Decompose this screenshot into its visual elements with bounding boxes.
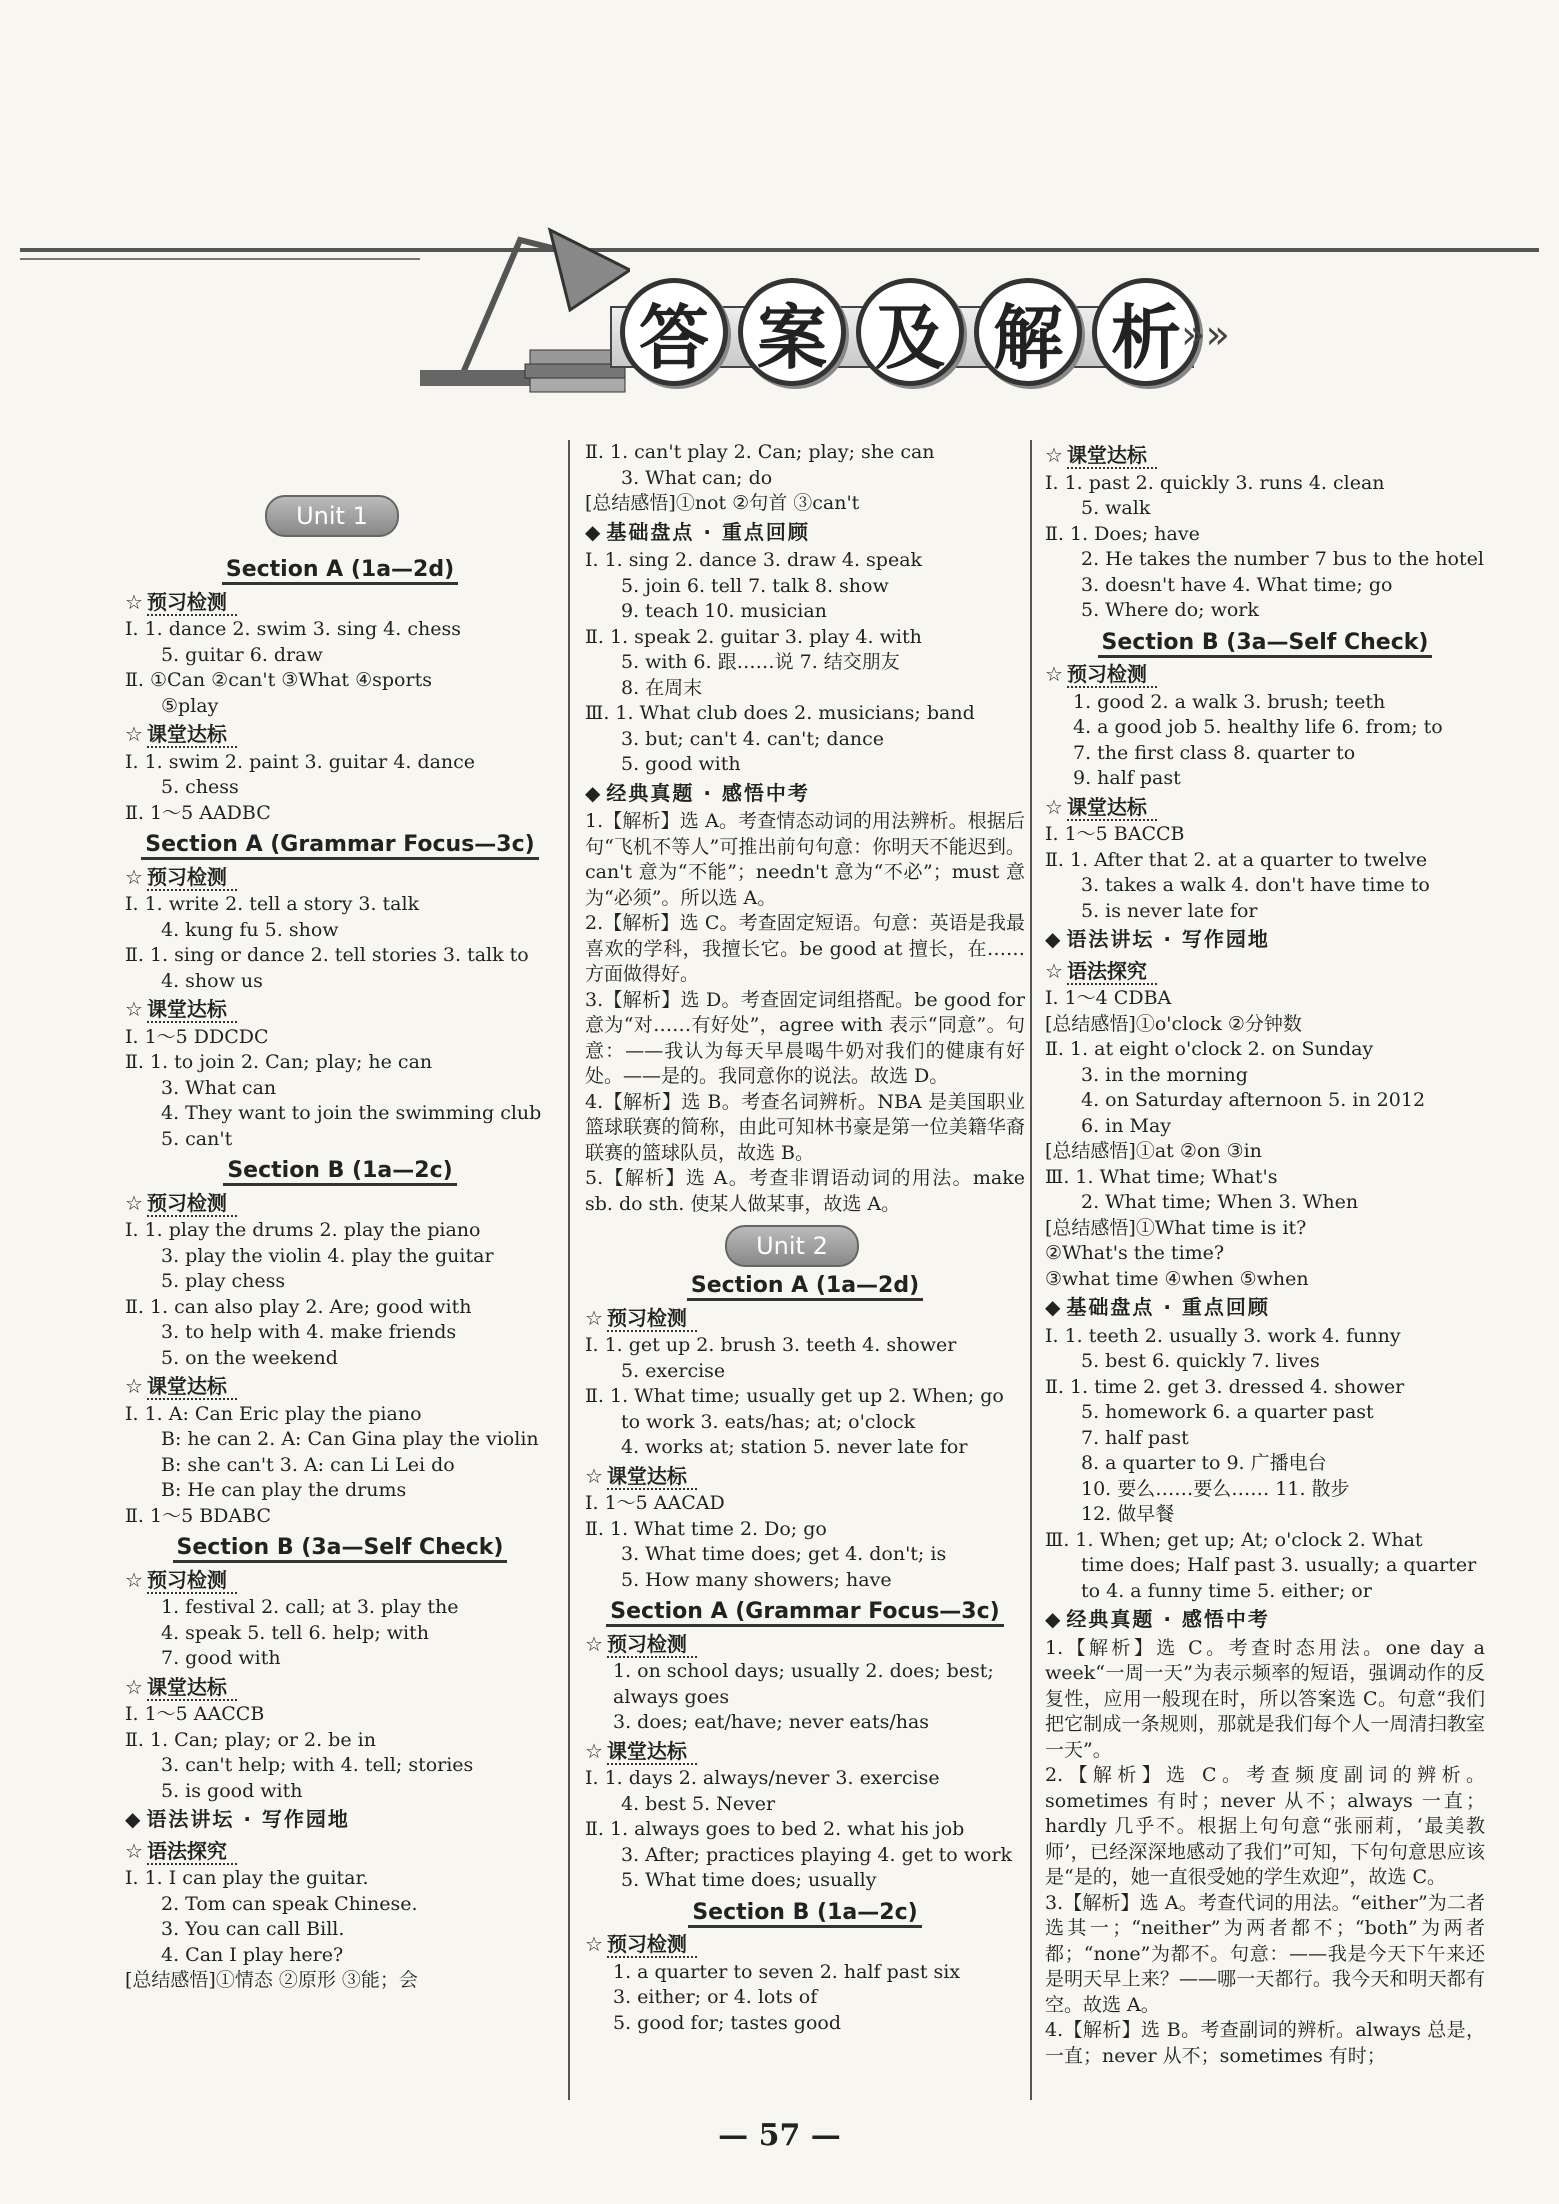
answer-line: 5. join 6. tell 7. talk 8. show xyxy=(621,574,889,597)
column-1 xyxy=(125,440,555,1994)
answer-line: 8. a quarter to 9. 广播电台 xyxy=(1081,1452,1327,1474)
star-icon: ☆ xyxy=(1045,794,1063,819)
explanation-paragraph: 1.【解析】选 C。考查时态用法。one day a week“一周一天”为表示频率的短语，强调动作的反复性，应用一般现在时，所以答案选 C。句意“我们把它制成一条规则，那就是我们每个人一周清扫教室一天”。 xyxy=(1045,1636,1485,1761)
star-icon: ☆ xyxy=(585,1738,603,1763)
answer-line: Ⅱ. 1. What time; usually get up 2. When; go xyxy=(585,1385,1004,1407)
answer-line: Ⅰ. 1. A: Can Eric play the piano xyxy=(125,1402,422,1425)
tag-grammar-explore: ☆ 语法探究 xyxy=(125,1839,237,1865)
star-icon: ☆ xyxy=(125,1674,143,1699)
explanation-paragraph: 4.【解析】选 B。考查名词辨析。NBA 是美国职业篮球联赛的简称，由此可知林书豪是第一位美籍华裔联赛的篮球队员，故选 B。 xyxy=(585,1090,1025,1164)
tag-class-goal: ☆ 课堂达标 xyxy=(125,1374,237,1400)
answer-line: 1. a quarter to seven 2. half past six xyxy=(613,1960,961,1983)
answer-line: 4. a good job 5. healthy life 6. from; to xyxy=(1073,716,1443,738)
answer-line: 3. but; can't 4. can't; dance xyxy=(621,727,885,750)
star-icon: ☆ xyxy=(125,864,143,889)
answer-line: Ⅱ. 1. can't play 2. Can; play; she can xyxy=(585,441,935,463)
answer-line: 4. kung fu 5. show xyxy=(161,918,339,941)
answer-line: 3. to help with 4. make friends xyxy=(161,1321,457,1343)
star-icon: ☆ xyxy=(125,1838,143,1863)
answer-line: [总结感悟]①情态 ②原形 ③能；会 xyxy=(125,1969,418,1991)
answer-line: 3. What can; do xyxy=(621,466,773,489)
answer-line: 10. 要么……要么…… 11. 散步 xyxy=(1081,1477,1350,1500)
answer-line: 5. good for; tastes good xyxy=(613,2011,841,2034)
answer-line: Ⅱ. 1. to join 2. Can; play; he can xyxy=(125,1051,433,1073)
answer-line: 5. can't xyxy=(161,1127,233,1150)
answer-line: ⑤play xyxy=(161,694,219,717)
column-3 xyxy=(1045,440,1485,2069)
answer-line: 5. What time does; usually xyxy=(621,1869,877,1891)
band-basics-review: ◆ 基础盘点 · 重点回顾 xyxy=(585,519,810,544)
answer-line: ③what time ④when ⑤when xyxy=(1045,1267,1309,1290)
section-heading: Section B (3a—Self Check) xyxy=(125,1535,555,1561)
answer-line: Ⅰ. 1. past 2. quickly 3. runs 4. clean xyxy=(1045,471,1385,494)
answer-line: 3. takes a walk 4. don't have time to xyxy=(1081,874,1430,896)
answer-line: 3. You can call Bill. xyxy=(161,1918,345,1940)
section-heading: Section B (1a—2c) xyxy=(585,1900,1025,1926)
answer-line: Ⅰ. 1. dance 2. swim 3. sing 4. chess xyxy=(125,618,461,640)
answer-line: 4. works at; station 5. never late for xyxy=(621,1436,968,1458)
explanation-paragraph: 4.【解析】选 B。考查副词的辨析。always 总是，一直；never 从不；sometimes 有时； xyxy=(1045,2019,1485,2067)
answer-line: 3. does; eat/have; never eats/has xyxy=(613,1711,930,1733)
star-icon: ☆ xyxy=(125,589,143,614)
answer-line: 5. homework 6. a quarter past xyxy=(1081,1401,1374,1423)
answer-line: 4. show us xyxy=(161,969,263,992)
tag-class-goal: ☆ 课堂达标 xyxy=(585,1464,697,1490)
section-heading: Section B (3a—Self Check) xyxy=(1045,630,1485,656)
answer-line: Ⅰ. 1. write 2. tell a story 3. talk xyxy=(125,893,420,915)
answer-line: Ⅰ. 1. I can play the guitar. xyxy=(125,1867,369,1889)
section-heading: Section A (1a—2d) xyxy=(585,1273,1025,1299)
answer-line: Ⅱ. 1～5 AADBC xyxy=(125,801,271,824)
answer-line: 3. can't help; with 4. tell; stories xyxy=(161,1754,474,1776)
answer-line: Ⅰ. 1. get up 2. brush 3. teeth 4. shower xyxy=(585,1334,957,1356)
star-icon: ☆ xyxy=(585,1463,603,1488)
answer-line: to 4. a funny time 5. either; or xyxy=(1081,1579,1372,1602)
answer-line: 7. half past xyxy=(1081,1426,1189,1449)
band-grammar-writing: ◆ 语法讲坛 · 写作园地 xyxy=(1045,927,1270,951)
answer-line: ②What's the time? xyxy=(1045,1242,1225,1264)
tag-class-goal: ☆ 课堂达标 xyxy=(125,1675,237,1701)
tag-preview-check: ☆ 预习检测 xyxy=(125,865,237,891)
answer-line: Ⅲ. 1. What time; What's xyxy=(1045,1165,1278,1188)
answer-line: to work 3. eats/has; at; o'clock xyxy=(621,1410,916,1433)
answer-line: Ⅰ. 1～4 CDBA xyxy=(1045,987,1172,1009)
answer-line: 9. teach 10. musician xyxy=(621,600,827,622)
answer-line: 3. After; practices playing 4. get to work xyxy=(621,1843,1013,1866)
band-classic-exams: ◆ 经典真题 · 感悟中考 xyxy=(1045,1607,1270,1631)
column-2 xyxy=(585,440,1025,2036)
star-icon: ☆ xyxy=(125,1567,143,1592)
answer-line: Ⅱ. 1～5 BDABC xyxy=(125,1504,271,1527)
answer-line: 5. Where do; work xyxy=(1081,599,1259,621)
answer-line: Ⅱ. 1. After that 2. at a quarter to twelve xyxy=(1045,848,1428,871)
answer-line: Ⅲ. 1. What club does 2. musicians; band xyxy=(585,702,975,724)
answer-line: 5. good with xyxy=(621,753,741,775)
answer-line: Ⅱ. 1. sing or dance 2. tell stories 3. talk to xyxy=(125,944,529,966)
title-char: 答 xyxy=(620,278,728,386)
diamond-icon: ◆ xyxy=(585,519,603,544)
answer-line: [总结感悟]①o'clock ②分钟数 xyxy=(1045,1012,1302,1035)
title-char: 及 xyxy=(856,278,964,386)
answer-line: Ⅰ. 1～5 BACCB xyxy=(1045,823,1185,845)
tag-preview-check: ☆ 预习检测 xyxy=(585,1632,697,1658)
answer-line: 4. They want to join the swimming club xyxy=(161,1102,542,1124)
column-divider xyxy=(568,440,570,2100)
explanation-paragraph: 3.【解析】选 D。考查固定词组搭配。be good for 意为“对……有好处”，agree with 表示“同意”。句意：——我认为每天早晨喝牛奶对我们的健康有好处。——是的。我同意你的说法。故选 D。 xyxy=(585,988,1025,1087)
band-classic-exams: ◆ 经典真题 · 感悟中考 xyxy=(585,780,810,805)
tag-preview-check: ☆ 预习检测 xyxy=(125,1191,237,1217)
answer-line: always goes xyxy=(613,1685,730,1708)
answer-line: Ⅱ. 1. always goes to bed 2. what his job xyxy=(585,1818,965,1840)
answer-line: Ⅰ. 1. swim 2. paint 3. guitar 4. dance xyxy=(125,750,476,773)
diamond-icon: ◆ xyxy=(1045,927,1063,951)
tag-class-goal: ☆ 课堂达标 xyxy=(125,997,237,1023)
answer-line: 5. is good with xyxy=(161,1779,303,1802)
section-heading: Section A (Grammar Focus—3c) xyxy=(585,1599,1025,1625)
tag-class-goal: ☆ 课堂达标 xyxy=(1045,795,1157,821)
answer-line: 7. the first class 8. quarter to xyxy=(1073,741,1356,764)
answer-line: 5. chess xyxy=(161,776,239,798)
desk-lamp-illustration xyxy=(400,200,630,400)
answer-line: Ⅱ. 1. at eight o'clock 2. on Sunday xyxy=(1045,1038,1374,1060)
answer-line: time does; Half past 3. usually; a quarter xyxy=(1081,1554,1477,1576)
answer-line: Ⅱ. 1. What time 2. Do; go xyxy=(585,1517,827,1540)
answer-line: 3. play the violin 4. play the guitar xyxy=(161,1244,494,1267)
star-icon: ☆ xyxy=(125,997,143,1021)
top-rule xyxy=(20,248,1539,252)
answer-line: 5. is never late for xyxy=(1081,899,1258,922)
tag-class-goal: ☆ 课堂达标 xyxy=(1045,443,1157,469)
tag-preview-check: ☆ 预习检测 xyxy=(125,590,237,616)
explanation-paragraph: 2.【解析】选 C。考查频度副词的辨析。sometimes 有时；never 从不；always 一直；hardly 几乎不。根据上句句意“张丽莉，‘最美教师’，已经深深地感动了我们”可知，下句句意思应该是“是的，她一直很受她的学生欢迎”，故选 C。 xyxy=(1045,1764,1485,1888)
diamond-icon: ◆ xyxy=(585,780,603,805)
star-icon: ☆ xyxy=(585,1631,603,1656)
explanation-paragraph: 3.【解析】选 A。考查代词的用法。“either”为二者选其一；“neither”为两者都不；“both”为两者都；“none”为都不。句意：——我是今天下午来还是明天早上来？——哪一天都行。我今天和明天都有空。故选 A。 xyxy=(1045,1891,1485,2016)
answer-line: Ⅱ. 1. Can; play; or 2. be in xyxy=(125,1728,376,1751)
answer-line: B: He can play the drums xyxy=(161,1479,407,1501)
star-icon: ☆ xyxy=(585,1932,603,1956)
answer-line: 2. He takes the number 7 bus to the hotel xyxy=(1081,548,1484,570)
star-icon: ☆ xyxy=(1045,958,1063,983)
answer-line: 4. speak 5. tell 6. help; with xyxy=(161,1621,429,1644)
tag-preview-check: ☆ 预习检测 xyxy=(125,1568,237,1594)
answer-line: 5. How many showers; have xyxy=(621,1568,892,1591)
answer-line: Ⅰ. 1. days 2. always/never 3. exercise xyxy=(585,1767,940,1789)
title-banner xyxy=(610,268,1230,388)
explanation-paragraph: 5.【解析】选 A。考查非谓语动词的用法。make sb. do sth. 使某人做某事，故选 A。 xyxy=(585,1167,1025,1215)
answer-line: 1. on school days; usually 2. does; best; xyxy=(613,1660,994,1682)
answer-line: 3. What time does; get 4. don't; is xyxy=(621,1543,947,1565)
answer-line: 3. doesn't have 4. What time; go xyxy=(1081,573,1393,596)
diamond-icon: ◆ xyxy=(1045,1295,1063,1319)
answer-line: 9. half past xyxy=(1073,767,1181,789)
answer-line: Ⅱ. 1. time 2. get 3. dressed 4. shower xyxy=(1045,1375,1405,1398)
tag-preview-check: ☆ 预习检测 xyxy=(585,1932,697,1958)
unit-badge: Unit 2 xyxy=(725,1225,859,1267)
star-icon: ☆ xyxy=(1045,443,1063,467)
answer-line: 5. walk xyxy=(1081,497,1151,519)
answer-line: Ⅱ. 1. Does; have xyxy=(1045,522,1200,545)
band-basics-review: ◆ 基础盘点 · 重点回顾 xyxy=(1045,1295,1270,1319)
answer-line: 5. exercise xyxy=(621,1359,726,1382)
star-icon: ☆ xyxy=(125,1190,143,1215)
star-icon: ☆ xyxy=(125,1374,143,1398)
tag-preview-check: ☆ 预习检测 xyxy=(585,1306,697,1332)
answer-line: 8. 在周末 xyxy=(621,676,703,699)
answer-line: 5. on the weekend xyxy=(161,1346,338,1369)
answer-line: 2. What time; When 3. When xyxy=(1081,1191,1359,1213)
answer-line: Ⅰ. 1. teeth 2. usually 3. work 4. funny xyxy=(1045,1324,1401,1347)
answer-line: [总结感悟]①not ②句首 ③can't xyxy=(585,492,860,514)
answer-line: 1. good 2. a walk 3. brush; teeth xyxy=(1073,690,1386,713)
column-divider xyxy=(1030,440,1032,2100)
section-heading: Section A (1a—2d) xyxy=(125,557,555,583)
section-heading: Section A (Grammar Focus—3c) xyxy=(125,832,555,858)
answer-line: B: she can't 3. A: can Li Lei do xyxy=(161,1453,455,1476)
answer-line: 1. festival 2. call; at 3. play the xyxy=(161,1596,459,1618)
answer-line: 5. best 6. quickly 7. lives xyxy=(1081,1350,1320,1372)
answer-line: Ⅰ. 1～5 DDCDC xyxy=(125,1025,269,1048)
answer-line: Ⅰ. 1～5 AACCB xyxy=(125,1703,265,1725)
diamond-icon: ◆ xyxy=(125,1807,143,1831)
tag-class-goal: ☆ 课堂达标 xyxy=(585,1739,697,1765)
answer-line: [总结感悟]①at ②on ③in xyxy=(1045,1140,1262,1162)
answer-line: 7. good with xyxy=(161,1647,281,1669)
answer-line: Ⅱ. 1. can also play 2. Are; good with xyxy=(125,1295,472,1318)
answer-line: 5. play chess xyxy=(161,1270,286,1292)
answer-line: 5. with 6. 跟……说 7. 结交朋友 xyxy=(621,651,900,673)
section-heading: Section B (1a—2c) xyxy=(125,1158,555,1184)
unit-badge: Unit 1 xyxy=(265,495,399,537)
title-char: 析 xyxy=(1092,278,1200,386)
answer-line: 3. either; or 4. lots of xyxy=(613,1986,818,2008)
answer-line: 4. on Saturday afternoon 5. in 2012 xyxy=(1081,1089,1426,1111)
answer-line: Ⅲ. 1. When; get up; At; o'clock 2. What xyxy=(1045,1528,1423,1551)
band-grammar-writing: ◆ 语法讲坛 · 写作园地 xyxy=(125,1807,350,1831)
answer-line: Ⅰ. 1～5 AACAD xyxy=(585,1492,725,1514)
answer-line: 6. in May xyxy=(1081,1114,1172,1137)
tag-class-goal: ☆ 课堂达标 xyxy=(125,722,237,748)
page-number: — 57 — xyxy=(718,2118,841,2153)
answer-line: 3. in the morning xyxy=(1081,1063,1248,1086)
answer-line: B: he can 2. A: Can Gina play the violin xyxy=(161,1428,539,1450)
answer-line: Ⅰ. 1. play the drums 2. play the piano xyxy=(125,1219,481,1241)
answer-line: Ⅰ. 1. sing 2. dance 3. draw 4. speak xyxy=(585,549,923,571)
star-icon: ☆ xyxy=(585,1305,603,1330)
answer-line: [总结感悟]①What time is it? xyxy=(1045,1216,1307,1239)
answer-line: 5. guitar 6. draw xyxy=(161,643,323,666)
star-icon: ☆ xyxy=(1045,662,1063,686)
diamond-icon: ◆ xyxy=(1045,1607,1063,1631)
arrows-icon: »» xyxy=(1181,312,1230,358)
star-icon: ☆ xyxy=(125,722,143,746)
answer-line: 12. 做早餐 xyxy=(1081,1503,1175,1525)
title-char: 案 xyxy=(738,278,846,386)
answer-line: 4. best 5. Never xyxy=(621,1792,776,1815)
answer-line: Ⅱ. ①Can ②can't ③What ④sports xyxy=(125,669,432,691)
tag-preview-check: ☆ 预习检测 xyxy=(1045,662,1157,688)
answer-line: 2. Tom can speak Chinese. xyxy=(161,1892,418,1915)
answer-line: 3. What can xyxy=(161,1076,277,1099)
title-char: 解 xyxy=(974,278,1082,386)
answer-line: Ⅱ. 1. speak 2. guitar 3. play 4. with xyxy=(585,625,922,648)
answer-line: 4. Can I play here? xyxy=(161,1943,344,1966)
top-rule-thin xyxy=(20,258,420,260)
tag-grammar-explore: ☆ 语法探究 xyxy=(1045,959,1157,985)
explanation-paragraph: 2.【解析】选 C。考查固定短语。句意：英语是我最喜欢的学科，我擅长它。be good at 擅长，在……方面做得好。 xyxy=(585,912,1025,985)
explanation-paragraph: 1.【解析】选 A。考查情态动词的用法辨析。根据后句“飞机不等人”可推出前句句意：你明天不能迟到。can't 意为“不能”；needn't 意为“不必”；must 意为“必须”。所以选 A。 xyxy=(585,810,1025,909)
